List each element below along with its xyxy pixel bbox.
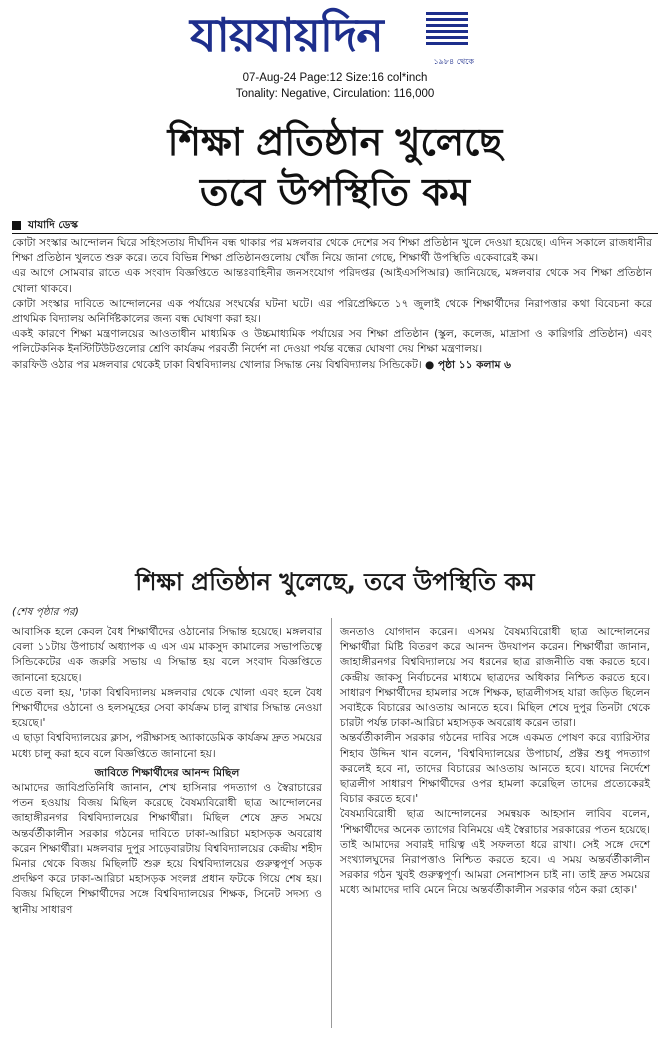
continued-from-label: (শেষ পৃষ্ঠার পর) xyxy=(12,606,79,618)
logo-text: যায়যায়দিন xyxy=(190,8,383,62)
column-divider xyxy=(331,618,332,1028)
byline-rule xyxy=(12,233,658,234)
column-paragraph: আবাসিক হলে কেবল বৈধ শিক্ষার্থীদের ওঠানোর সিদ্ধান্ত হয়েছে। মঙ্গলবার বেলা ১১টায় উপাচার্য অধ্যাপক এ এস এম মাকসুদ কামালের সভাপতিত্বে সিন্ডিকেটের এক জরুরি সভায় এ সিদ্ধান্ত হয় বলে সংবাদ বিজ্ঞপ্তিতে জানানো হয়েছে। xyxy=(12,626,322,684)
section-subhead: জাবিতে শিক্ষার্থীদের আনন্দ মিছিল xyxy=(94,766,240,779)
article-paragraph-last xyxy=(12,358,652,373)
continued-to-label: ● পৃষ্ঠা ১১ কলাম ৬ xyxy=(425,358,512,371)
article-headline-line1: শিক্ষা প্রতিষ্ঠান খুলেছে xyxy=(167,120,503,164)
article-body xyxy=(12,236,652,373)
article-paragraph: একই কারণে শিক্ষা মন্ত্রণালয়ের আওতাধীন মাধ্যমিক ও উচ্চমাধ্যমিক পর্যায়ের সব শিক্ষা প্রতিষ্ঠান (স্কুল, কলেজ, মাদ্রাসা ও কারিগরি প্রতিষ্ঠান) এবং পলিটেকনিক ইনস্টিটিউটগুলোর শ্রেণি কার্যক্রম পরবর্তী নির্দেশ না দেওয়া পর্যন্ত বন্ধের ঘোষণা দেয় শিক্ষা মন্ত্রণালয়। xyxy=(12,328,652,356)
byline-text: যাযাদি ডেস্ক xyxy=(28,219,78,231)
continuation-left-column xyxy=(12,625,322,918)
column-paragraph: এতে বলা হয়, 'ঢাকা বিশ্ববিদ্যালয় মঙ্গলবার থেকে খোলা এবং হলে বৈধ শিক্ষার্থীদের ওঠানো ও হলসমূহের সেবা কার্যক্রম চালু রাখার সিদ্ধান্ত নেওয়া হয়েছে।' xyxy=(12,686,322,730)
clipping-meta-date: 07-Aug-24 Page:12 Size:16 col*inch xyxy=(242,72,428,84)
masthead xyxy=(0,0,670,110)
column-paragraph: বৈষম্যবিরোধী ছাত্র আন্দোলনের সমন্বয়ক আহসান লাবিব বলেন, 'শিক্ষার্থীদের অনেক ত্যাগের বিনিময়ে এই স্বৈরাচার সরকারের পতন হয়েছে। তাই আমাদের সবারই দায়িত্ব এই সফলতা ধরে রাখা। সেই সঙ্গে দেশে সংখ্যালঘুদের নিরাপত্তাও নিশ্চিত করতে হবে। এ সময় অন্তর্বর্তীকালীন সরকার গঠন খুবই গুরুত্বপূর্ণ। আমরা সেনাশাসন চাই না। তাই দ্রুত সময়ের মধ্যে আমাদের দাবি মেনে নিয়ে অন্তর্বর্তীকালীন সরকার গঠন করা হোক।' xyxy=(340,808,650,897)
logo-stripes xyxy=(426,12,468,48)
continuation-right-column xyxy=(340,625,650,899)
clipping-meta-tonality: Tonality: Negative, Circulation: 116,000 xyxy=(235,88,435,100)
logo-tagline: ১৯৮৪ থেকে xyxy=(433,57,474,66)
article-paragraph: এর আগে সোমবার রাতে এক সংবাদ বিজ্ঞপ্তিতে আন্তঃবাহিনীর জনসংযোগ পরিদপ্তর (আইএসপিআর) জানিয়েছে, মঙ্গলবার থেকে সব শিক্ষা প্রতিষ্ঠান খোলা থাকবে। xyxy=(12,267,652,295)
byline-square-icon xyxy=(12,221,21,230)
column-paragraph: আমাদের জাবিপ্রতিনিধি জানান, শেখ হাসিনার পদত্যাগ ও স্বৈরাচারের পতন হওয়ায় বিজয় মিছিল করেছে বৈষম্যবিরোধী ছাত্র আন্দোলনের জাহাঙ্গীরনগর বিশ্ববিদ্যালয়ের শিক্ষার্থীরা। মিছিল শেষে দ্রুত সময়ে অন্তর্বর্তীকালীন সরকার গঠনের দাবিতে ঢাকা-আরিচা মহাসড়ক অবরোধ করেন শিক্ষার্থীরা। মঙ্গলবার দুপুর সাড়েবারটায় বিশ্ববিদ্যালয়ের কেন্দ্রীয় শহীদ মিনার থেকে বিজয় মিছিলটি শুরু হয়ে বিশ্ববিদ্যালয়ের গুরুত্বপূর্ণ সড়ক প্রদক্ষিণ করে ঢাকা-আরিচা মহাসড়ক সংলগ্ন প্রধান ফটকে গিয়ে শেষ হয়। বিজয় মিছিলে শিক্ষার্থীদের সঙ্গে বিশ্ববিদ্যালয়ের শিক্ষক, সিনেট সদস্য ও স্থানীয় সাধারণ xyxy=(12,782,322,916)
article-headline-line2: তবে উপস্থিতি কম xyxy=(200,170,470,214)
article-paragraph: কোটা সংস্কার আন্দোলন ঘিরে সহিংসতায় দীর্ঘদিন বন্ধ থাকার পর মঙ্গলবার থেকে দেশের সব শিক্ষা প্রতিষ্ঠান খুলে দেওয়া হয়েছে। এদিন সকালে রাজধানীর শিক্ষা প্রতিষ্ঠান খুলতে শুরু করে। তবে বিভিন্ন শিক্ষা প্রতিষ্ঠানগুলোয় খোঁজ নিয়ে জানা গেছে, শিক্ষার্থী উপস্থিতি একেবারেই কম। xyxy=(12,237,652,265)
continuation-headline: শিক্ষা প্রতিষ্ঠান খুলেছে, তবে উপস্থিতি কম xyxy=(135,568,535,596)
article-paragraph: কোটা সংস্কার দাবিতে আন্দোলনের এক পর্যায়ের সংঘর্ষের ঘটনা ঘটে। এর পরিপ্রেক্ষিতে ১৭ জুলাই থেকে শিক্ষার্থীদের নিরাপত্তার কথা বিবেচনা করে প্রাথমিক বিদ্যালয় অনির্দিষ্টকালের জন্য বন্ধ ঘোষণা করা হয়। xyxy=(12,297,652,326)
column-paragraph: জনতাও যোগদান করেন। এসময় বৈষম্যবিরোধী ছাত্র আন্দোলনের শিক্ষার্থীরা মিষ্টি বিতরণ করে আনন্দ উদযাপন করেন। শিক্ষার্থীরা জানান, জাহাঙ্গীরনগর বিশ্ববিদ্যালয়ে সব ধরনের ছাত্র রাজনীতি বন্ধ করতে হবে। কেন্দ্রীয় জাকসু নির্বাচনের মাধ্যমে ছাত্রদের অধিকার নিশ্চিত করতে হবে। সাধারণ শিক্ষার্থীদের হামলার সঙ্গে শিক্ষক, ছাত্রলীগসহ যারা জড়িত ছিলেন সবাইকে বিচারের আওতায় আনতে হবে। মিছিল শেষে দুপুর তিনটা থেকে চারটা পর্যন্ত ঢাকা-আরিচা মহাসড়ক অবরোধ করেন তারা। xyxy=(340,626,650,730)
column-paragraph: অন্তর্বর্তীকালীন সরকার গঠনের দাবির সঙ্গে একমত পোষণ করে ব্যারিস্টার শিহাব উদ্দিন খান বলেন, 'বিশ্ববিদ্যালয়ের উপাচার্য, প্রক্টর শুধু পদত্যাগ করলেই হবে না, তাদের বিচারের আওতায় আনতে হবে। যাদের নির্দেশে ছাত্রলীগ সাধারণ শিক্ষার্থীদের ওপর হামলা করেছিল তাদের প্রত্যেকেরই বিচার করতে হবে।' xyxy=(340,732,650,806)
article-paragraph-text: কারফিউ ওঠার পর মঙ্গলবার থেকেই ঢাকা বিশ্ববিদ্যালয় খোলার সিদ্ধান্ত নেয় বিশ্ববিদ্যালয় সিন্ডিকেট। xyxy=(12,358,422,371)
column-paragraph: এ ছাড়া বিশ্ববিদ্যালয়ের ক্লাস, পরীক্ষাসহ অ্যাকাডেমিক কার্যক্রম দ্রুত সময়ের মধ্যে চালু করা হবে বলে বিজ্ঞপ্তিতে জানানো হয়। xyxy=(12,732,322,760)
newspaper-logo xyxy=(190,4,480,70)
byline xyxy=(12,218,658,232)
